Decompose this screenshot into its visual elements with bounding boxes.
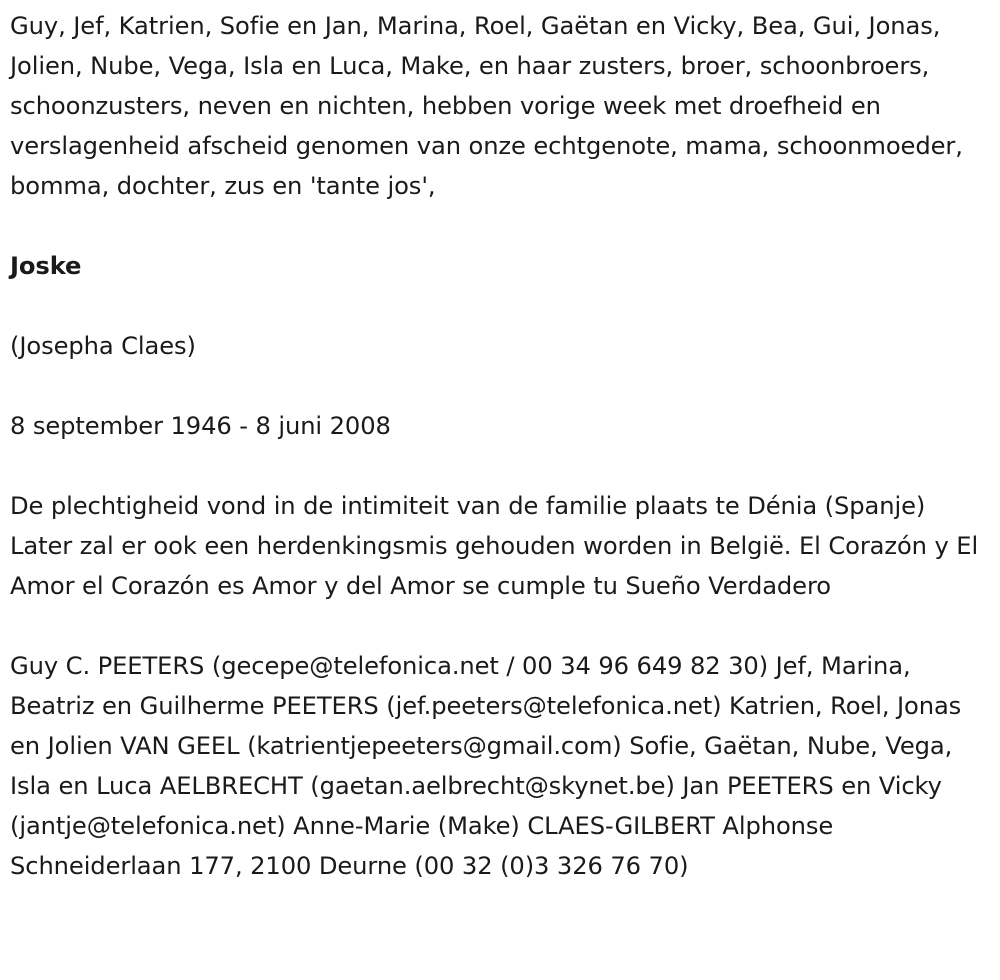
deceased-name: Joske xyxy=(10,252,82,280)
contacts-paragraph: Guy C. PEETERS (gecepe@telefonica.net / 00 34 96 649 82 30) Jef, Marina, Beatriz en Guilherme PEETERS (jef.peeters@telefonica.net) Katrien, Roel, Jonas en Jolien VAN GEEL (katrientjepeeters@gmail.com) Sofie, Gaëtan, Nube, Vega, Isla en Luca AELBRECHT (gaetan.aelbrecht@skynet.be) Jan PEETERS en Vicky (jantje@telefonica.net) Anne-Marie (Make) CLAES-GILBERT Alphonse Schneiderlaan 177, 2100 Deurne (00 32 (0)3 326 76 70) xyxy=(10,652,962,880)
intro-paragraph: Guy, Jef, Katrien, Sofie en Jan, Marina, Roel, Gaëtan en Vicky, Bea, Gui, Jonas, Jolien, Nube, Vega, Isla en Luca, Make, en haar zusters, broer, schoonbroers, schoonzusters, neven en nichten, hebben vorige week met droefheid en verslagenheid afscheid genomen van onze echtgenote, mama, schoonmoeder, bomma, dochter, zus en 'tante jos', xyxy=(10,12,963,200)
ceremony-paragraph: De plechtigheid vond in de intimiteit van de familie plaats te Dénia (Spanje) Later zal er ook een herdenkingsmis gehouden worden in België. El Corazón y El Amor el Corazón es Amor y del Amor se cumple tu Sueño Verdadero xyxy=(10,492,979,600)
deceased-full-name: (Josepha Claes) xyxy=(10,332,196,360)
life-dates: 8 september 1946 - 8 juni 2008 xyxy=(10,412,391,440)
